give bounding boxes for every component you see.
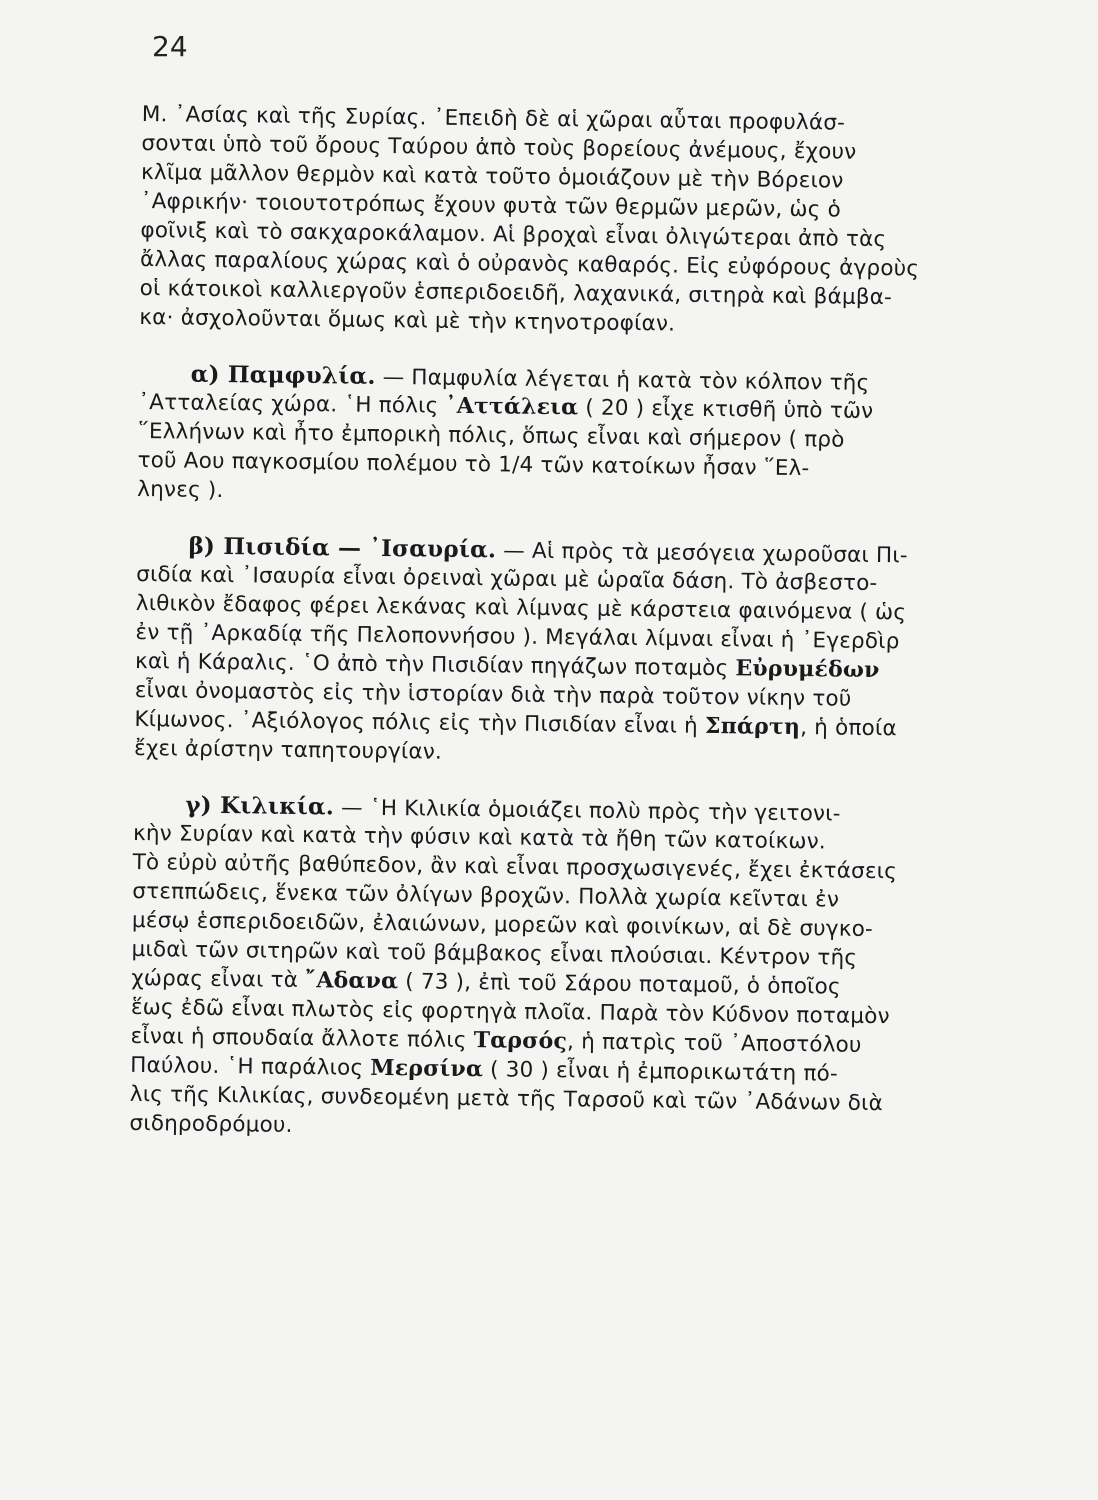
- text-line: σιδηροδρόμου.: [129, 1110, 293, 1138]
- text-line: ἄλλας παραλίους χώρας καὶ ὁ οὐρανὸς καθαρός. Εἰς εὐφόρους ἀγροὺς: [139, 246, 920, 282]
- river-eurymedon: Εὐρυμέδων: [735, 655, 880, 684]
- text-line: τοῦ Αου παγκοσμίου πολέμου τὸ 1/4 τῶν κατοίκων ἦσαν ῞Ελ-: [137, 447, 810, 482]
- text-line: λιθικὸν ἔδαφος φέρει λεκάνας καὶ λίμνας μὲ κάρστεια φαινόμενα ( ὡς: [135, 590, 907, 626]
- text-line: λις τῆς Κιλικίας, συνδεομένη μετὰ τῆς Ταρσοῦ καὶ τῶν ᾿Αδάνων διὰ: [129, 1081, 884, 1117]
- text-line: μέσῳ ἑσπεριδοειδῶν, ἐλαιώνων, μορεῶν καὶ φοινίκων, αἱ δὲ συγκο-: [131, 907, 874, 942]
- text-line: Τὸ εὐρὺ αὐτῆς βαθύπεδον, ἂν καὶ εἶναι προσχωσιγενές, ἔχει ἐκτάσεις: [132, 849, 898, 885]
- text-line: εἶναι ἡ σπουδαία ἄλλοτε πόλις Ταρσός, ἡ πατρὶς τοῦ ᾿Αποστόλου: [130, 1023, 862, 1058]
- text-line: ληνες ).: [137, 476, 224, 504]
- text-line: στεππώδεις, ἕνεκα τῶν ὀλίγων βροχῶν. Πολλὰ χωρία κεῖνται ἐν: [132, 878, 840, 913]
- text-line: Κίμωνος. ᾿Αξιόλογος πόλις εἰς τὴν Πισιδίαν εἶναι ἡ Σπάρτη, ἡ ὁποία: [134, 706, 897, 742]
- text-line: ῞Ελλήνων καὶ ἦτο ἐμπορικὴ πόλις, ὅπως εἶναι καὶ σήμερον ( πρὸ: [137, 418, 845, 453]
- text-line: ᾿Ατταλείας χώρα. ῾Η πόλις ᾿Αττάλεια ( 20 ) εἶχε κτισθῆ ὑπὸ τῶν: [138, 389, 874, 424]
- text-line: καὶ ἡ Κάραλις. ῾Ο ἀπὸ τὴν Πισιδίαν πηγάζων ποταμὸς Εὐρυμέδων: [134, 648, 880, 684]
- text-line: ἕως ἐδῶ εἶναι πλωτὸς εἰς φορτηγὰ πλοῖα. Παρὰ τὸν Κύδνον ποταμὸν: [130, 994, 890, 1030]
- section-c-first-line: γ) Κιλικία. — ῾Η Κιλικία ὁμοιάζει πολὺ πρὸς τὴν γειτονι-: [185, 791, 841, 827]
- section-heading-cilicia: γ) Κιλικία.: [185, 791, 335, 821]
- section-a-first-line: α) Παμφυλία. — Παμφυλία λέγεται ἡ κατὰ τὸν κόλπον τῆς: [190, 360, 870, 396]
- text-line: ἐν τῇ ᾿Αρκαδίᾳ τῆς Πελοποννήσου ). Μεγάλαι λίμναι εἶναι ἡ ᾿Εγερδὶρ: [135, 619, 900, 655]
- city-sparti: Σπάρτη: [704, 712, 801, 741]
- section-heading-pamphylia: α) Παμφυλία.: [190, 360, 376, 390]
- body-text: [129, 100, 972, 1148]
- text-line: σιδία καὶ ᾿Ισαυρία εἶναι ὀρειναὶ χῶραι μὲ ὡραῖα δάση. Τὸ ἀσβεστο-: [136, 561, 878, 597]
- text-line: ᾿Αφρικήν· τοιουτοτρόπως ἔχουν φυτὰ τῶν θερμῶν μερῶν, ὡς ὁ: [140, 188, 842, 223]
- text-line: Μ. ᾿Ασίας καὶ τῆς Συρίας. ᾿Επειδὴ δὲ αἱ χῶραι αὗται προφυλάσ-: [141, 101, 846, 136]
- text-line: οἱ κάτοικοὶ καλλιεργοῦν ἑσπεριδοειδῆ, λαχανικά, σιτηρὰ καὶ βάμβα-: [139, 275, 893, 311]
- text-line: χώρας εἶναι τὰ ῎Αδανα ( 73 ), ἐπὶ τοῦ Σάρου ποταμοῦ, ὁ ὁποῖος: [131, 965, 841, 1000]
- text-line: σονται ὑπὸ τοῦ ὄρους Ταύρου ἀπὸ τοὺς βορείους ἀνέμους, ἔχουν: [141, 130, 857, 165]
- section-b-first-line: β) Πισιδία — ᾿Ισαυρία. — Αἱ πρὸς τὰ μεσόγεια χωροῦσαι Πι-: [188, 532, 908, 569]
- city-attaleia: ᾿Αττάλεια: [445, 392, 579, 421]
- text-line: εἶναι ὀνομαστὸς εἰς τὴν ἱστορίαν διὰ τὴν παρὰ τοῦτον νίκην τοῦ: [134, 677, 852, 712]
- text-line: κλῖμα μᾶλλον θερμὸν καὶ κατὰ τοῦτο ὁμοιάζουν μὲ τὴν Βόρειον: [140, 159, 844, 194]
- text-line: κὴν Συρίαν καὶ κατὰ τὴν φύσιν καὶ κατὰ τὰ ἤθη τῶν κατοίκων.: [132, 820, 827, 855]
- text-line: ἔχει ἀρίστην ταπητουργίαν.: [133, 735, 443, 765]
- city-tarsos: Ταρσός: [473, 1027, 568, 1055]
- section-heading-pisidia: β) Πισιδία — ᾿Ισαυρία.: [188, 532, 497, 564]
- page-number: 24: [152, 30, 188, 63]
- text-line: φοῖνιξ καὶ τὸ σακχαροκάλαμον. Αἱ βροχαὶ εἶναι ὀλιγώτεραι ἀπὸ τὰς: [140, 217, 887, 253]
- text-line: μιδαὶ τῶν σιτηρῶν καὶ τοῦ βάμβακος εἶναι πλούσιαι. Κέντρον τῆς: [131, 936, 858, 971]
- text-line: Παύλου. ῾Η παράλιος Μερσίνα ( 30 ) εἶναι ἡ ἐμπορικωτάτη πό-: [130, 1052, 839, 1087]
- text-line: κα· ἀσχολοῦνται ὅμως καὶ μὲ τὴν κτηνοτροφίαν.: [139, 304, 676, 337]
- city-adana: ῎Αδανα: [304, 967, 399, 995]
- city-mersina: Μερσίνα: [370, 1054, 484, 1083]
